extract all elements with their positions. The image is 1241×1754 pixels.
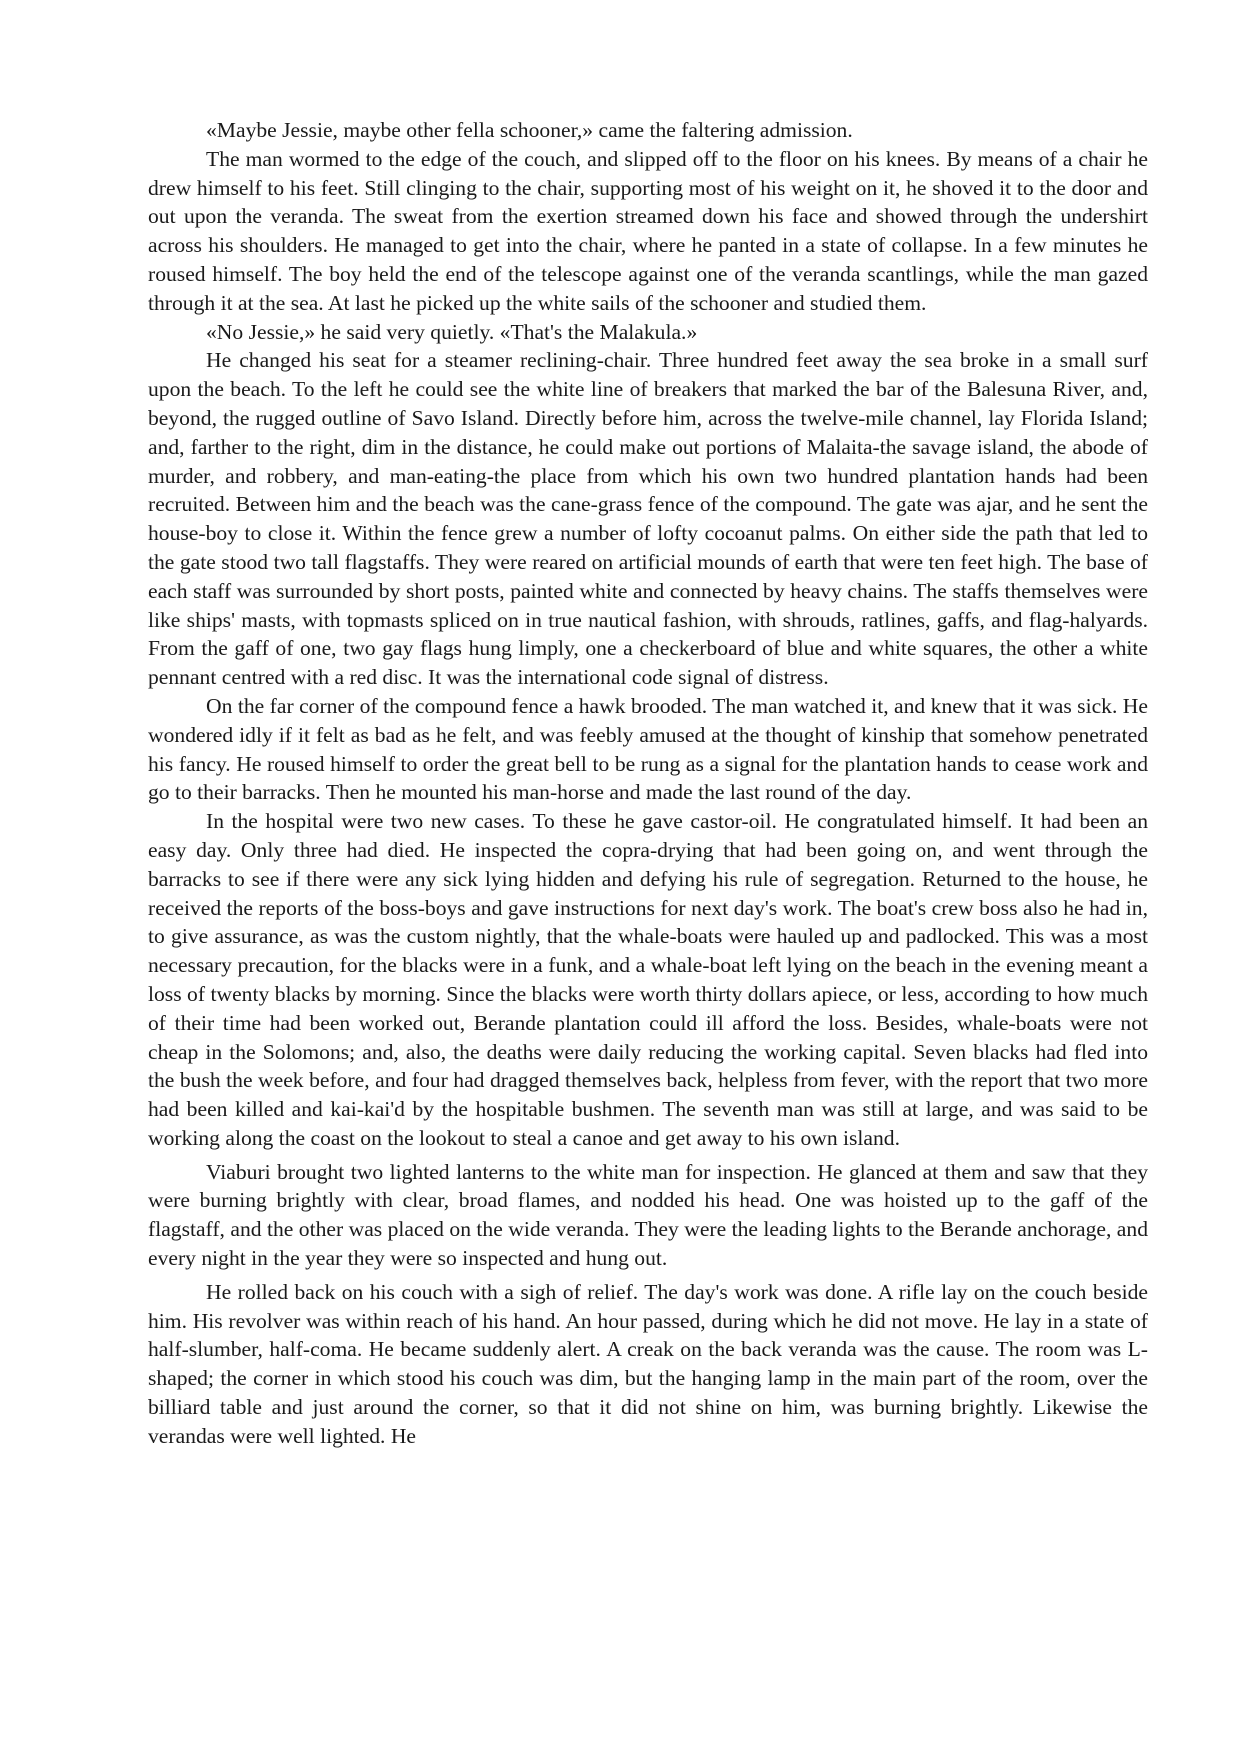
paragraph-2: The man wormed to the edge of the couch, and slipped off to the floor on his knees. By means of a chair he drew himself to his feet. Still clinging to the chair, supporting most of his weight on it, he shoved it to the door and out upon the veranda. The sweat from the exertion streamed down his face and showed through the undershirt across his shoulders. He managed to get into the chair, where he panted in a state of collapse. In a few minutes he roused himself. The boy held the end of the telescope against one of the veranda scantlings, while the man gazed through it at the sea. At last he picked up the white sails of the schooner and studied them. [148, 146, 1148, 315]
paragraph-4: He changed his seat for a steamer reclining-chair. Three hundred feet away the sea broke in a small surf upon the beach. To the left he could see the white line of breakers that marked the bar of the Balesuna River, and, beyond, the rugged outline of Savo Island. Directly before him, across the twelve-mile channel, lay Florida Island; and, farther to the right, dim in the distance, he could make out portions of Malaita-the savage island, the abode of murder, and robbery, and man-eating-the place from which his own two hundred plantation hands had been recruited. Between him and the beach was the cane-grass fence of the compound. The gate was ajar, and he sent the house-boy to close it. Within the fence grew a number of lofty cocoanut palms. On either side the path that led to the gate stood two tall flagstaffs. They were reared on artificial mounds of earth that were ten feet high. The base of each staff was surrounded by short posts, painted white and connected by heavy chains. The staffs themselves were like ships' masts, with topmasts spliced on in true nautical fashion, with shrouds, ratlines, gaffs, and flag-halyards. From the gaff of one, two gay flags hung limply, one a checkerboard of blue and white squares, the other a white pennant centred with a red disc. It was the international code signal of distress. [148, 348, 1148, 690]
paragraph-1: «Maybe Jessie, maybe other fella schooner,» came the faltering admission. [206, 118, 853, 142]
paragraph-8: He rolled back on his couch with a sigh of relief. The day's work was done. A rifle lay on the couch beside him. His revolver was within reach of his hand. An hour passed, during which he did not move. He lay in a state of half-slumber, half-coma. He became suddenly alert. A creak on the back veranda was the cause. The room was L-shaped; the corner in which stood his couch was dim, but the hanging lamp in the main part of the room, over the billiard table and just around the corner, so that it did not shine on him, was burning brightly. Likewise the verandas were well lighted. He [148, 1279, 1148, 1448]
paragraph-3: «No Jessie,» he said very quietly. «That's the Malakula.» [206, 319, 698, 344]
paragraph-6: In the hospital were two new cases. To these he gave castor-oil. He congratulated himself. It had been an easy day. Only three had died. He inspected the copra-drying that had been going on, and went through the barracks to see if there were any sick lying hidden and defying his rule of segregation. Returned to the house, he received the reports of the boss-boys and gave instructions for next day's work. The boat's crew boss also he had in, to give assurance, as was the custom nightly, that the whale-boats were hauled up and padlocked. This was a most necessary precaution, for the blacks were in a funk, and a whale-boat left lying on the beach in the evening meant a loss of twenty blacks by morning. Since the blacks were worth thirty dollars apiece, or less, according to how much of their time had been worked out, Berande plantation could ill afford the loss. Besides, whale-boats were not cheap in the Solomons; and, also, the deaths were daily reducing the working capital. Seven blacks had fled into the bush the week before, and four had dragged themselves back, helpless from fever, with the report that two more had been killed and kai-kai'd by the hospitable bushmen. The seventh man was still at large, and was said to be working along the coast on the lookout to steal a canoe and get away to his own island. [148, 809, 1148, 1150]
paragraph-5: On the far corner of the compound fence a hawk brooded. The man watched it, and knew that it was sick. He wondered idly if it felt as bad as he felt, and was feebly amused at the thought of kinship that somehow penetrated his fancy. He roused himself to order the great bell to be rung as a signal for the plantation hands to cease work and go to their barracks. Then he mounted his man-horse and made the last round of the day. [148, 693, 1148, 805]
paragraph-7: Viaburi brought two lighted lanterns to the white man for inspection. He glanced at them and saw that they were burning brightly with clear, broad flames, and nodded his head. One was hoisted up to the gaff of the flagstaff, and the other was placed on the wide veranda. They were the leading lights to the Berande anchorage, and every night in the year they were so inspected and hung out. [148, 1159, 1148, 1271]
document-page [148, 116, 1148, 1451]
